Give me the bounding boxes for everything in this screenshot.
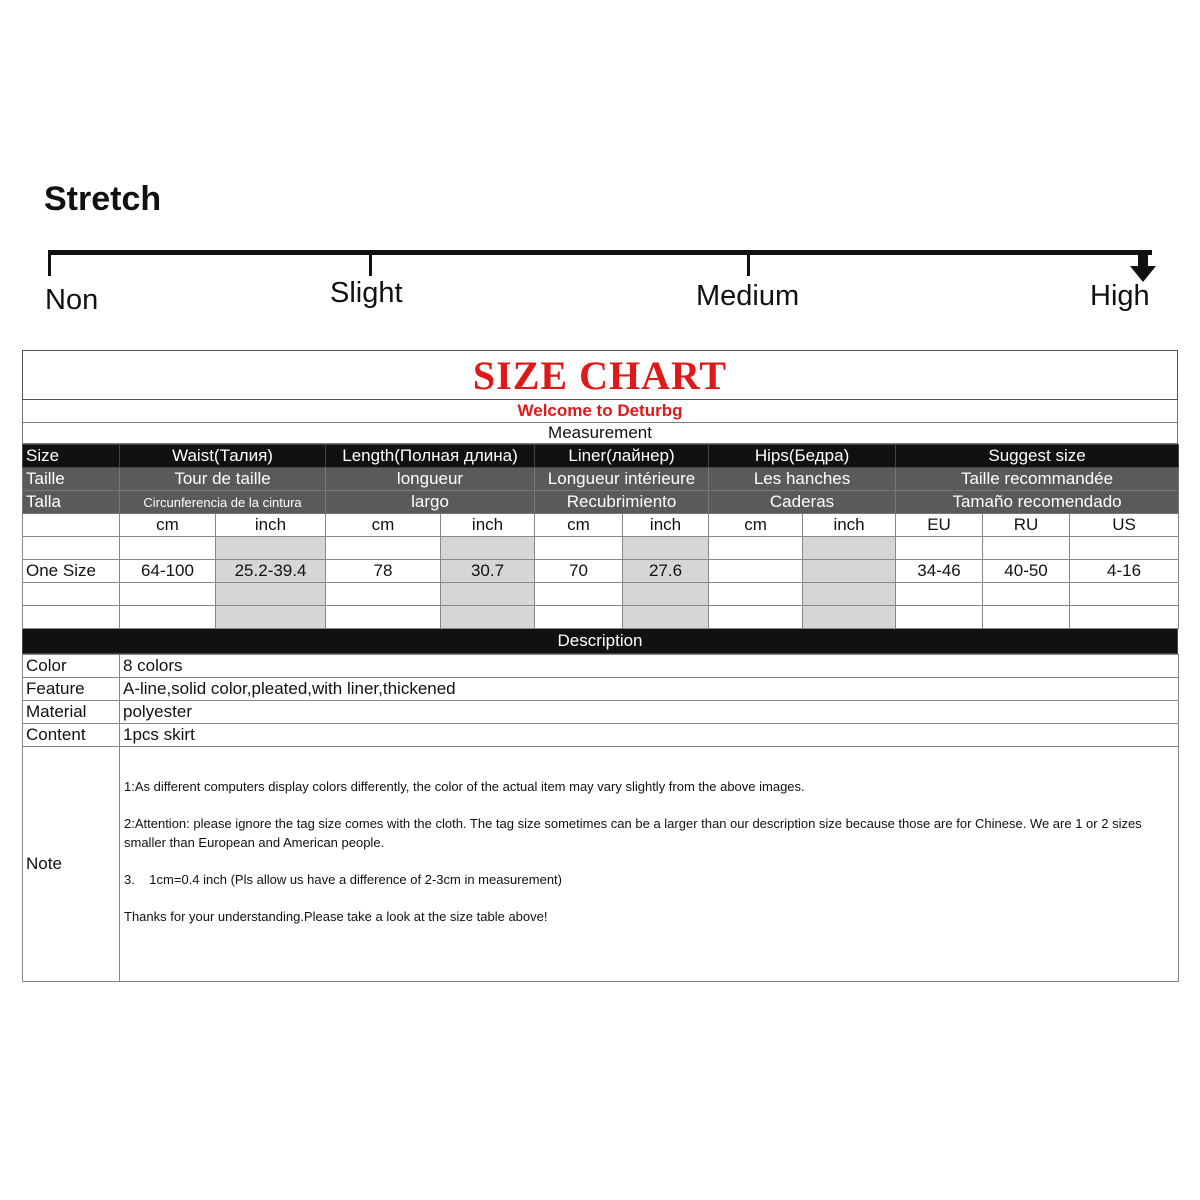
- stretch-label-high: High: [1090, 280, 1150, 312]
- unit-cell: inch: [441, 514, 535, 537]
- liner-cm-cell: 70: [535, 560, 623, 583]
- ru-size-cell: 40-50: [983, 560, 1070, 583]
- stretch-scale-line: [48, 250, 1152, 255]
- size-chart: [22, 350, 1178, 982]
- note-item: Thanks for your understanding.Please take a look at the size table above!: [124, 909, 548, 924]
- stretch-label-medium: Medium: [696, 280, 800, 312]
- unit-cell: inch: [623, 514, 709, 537]
- tick-non: [48, 252, 51, 276]
- unit-cell: EU: [896, 514, 983, 537]
- table-row: [23, 560, 1179, 583]
- length-cm-cell: 78: [326, 560, 441, 583]
- header-length: Length(Полная длина): [326, 445, 535, 468]
- eu-size-cell: 34-46: [896, 560, 983, 583]
- tick-medium: [747, 252, 750, 276]
- color-label: Color: [23, 655, 120, 678]
- note-item: 3. 1cm=0.4 inch (Pls allow us have a difference of 2-3cm in measurement): [124, 872, 562, 887]
- header-row-english: [23, 445, 1179, 468]
- size-chart-title: SIZE CHART: [472, 352, 728, 398]
- stretch-title: Stretch: [44, 180, 162, 218]
- hips-cm-cell: [709, 560, 803, 583]
- measurement-table: [22, 444, 1179, 629]
- unit-cell: US: [1070, 514, 1179, 537]
- header-tamano-recomendado: Tamaño recomendado: [896, 491, 1179, 514]
- header-waist: Waist(Талия): [120, 445, 326, 468]
- description-table: [22, 654, 1179, 982]
- header-taille-recommandee: Taille recommandée: [896, 468, 1179, 491]
- header-talla: Talla: [23, 491, 120, 514]
- waist-inch-cell: 25.2-39.4: [216, 560, 326, 583]
- note-body: [120, 747, 1179, 982]
- units-row: [23, 514, 1179, 537]
- table-row-empty: [23, 537, 1179, 560]
- unit-cell: inch: [803, 514, 896, 537]
- liner-inch-cell: 27.6: [623, 560, 709, 583]
- header-circunferencia: Circunferencia de la cintura: [120, 491, 326, 514]
- size-cell: One Size: [23, 560, 120, 583]
- note-label: Note: [23, 747, 120, 982]
- header-hips: Hips(Бедра): [709, 445, 896, 468]
- stretch-label-slight: Slight: [330, 277, 403, 309]
- unit-cell: cm: [535, 514, 623, 537]
- header-tour-de-taille: Tour de taille: [120, 468, 326, 491]
- measurement-heading: Measurement: [22, 423, 1178, 444]
- header-recubrimiento: Recubrimiento: [535, 491, 709, 514]
- unit-cell: cm: [326, 514, 441, 537]
- material-value: polyester: [120, 701, 1179, 724]
- content-value: 1pcs skirt: [120, 724, 1179, 747]
- header-size: Size: [23, 445, 120, 468]
- unit-cell: cm: [120, 514, 216, 537]
- note-item: 2:Attention: please ignore the tag size comes with the cloth. The tag size sometimes can be a larger than our description size because those are for Chinese. We are 1 or 2 sizes smaller than European and American people.: [124, 816, 1142, 850]
- note-item: 1:As different computers display colors differently, the color of the actual item may vary slightly from the above images.: [124, 779, 805, 794]
- header-caderas: Caderas: [709, 491, 896, 514]
- material-label: Material: [23, 701, 120, 724]
- description-row-material: [23, 701, 1179, 724]
- description-heading: Description: [22, 629, 1178, 654]
- color-value: 8 colors: [120, 655, 1179, 678]
- waist-cm-cell: 64-100: [120, 560, 216, 583]
- stretch-label-non: Non: [45, 284, 99, 316]
- feature-label: Feature: [23, 678, 120, 701]
- description-row-content: [23, 724, 1179, 747]
- unit-cell: cm: [709, 514, 803, 537]
- length-inch-cell: 30.7: [441, 560, 535, 583]
- header-longueur-interieure: Longueur intérieure: [535, 468, 709, 491]
- size-chart-header: [22, 350, 1178, 400]
- hips-inch-cell: [803, 560, 896, 583]
- table-row-empty: [23, 583, 1179, 606]
- content-label: Content: [23, 724, 120, 747]
- header-taille: Taille: [23, 468, 120, 491]
- tick-slight: [369, 252, 372, 276]
- feature-value: A-line,solid color,pleated,with liner,thickened: [120, 678, 1179, 701]
- header-row-spanish: [23, 491, 1179, 514]
- arrow-down-icon: [1130, 252, 1156, 282]
- header-row-french: [23, 468, 1179, 491]
- table-row-empty: [23, 606, 1179, 629]
- description-row-color: [23, 655, 1179, 678]
- unit-cell: inch: [216, 514, 326, 537]
- header-longueur: longueur: [326, 468, 535, 491]
- us-size-cell: 4-16: [1070, 560, 1179, 583]
- description-row-feature: [23, 678, 1179, 701]
- unit-blank: [23, 514, 120, 537]
- unit-cell: RU: [983, 514, 1070, 537]
- header-liner: Liner(лайнер): [535, 445, 709, 468]
- description-row-note: [23, 747, 1179, 982]
- header-largo: largo: [326, 491, 535, 514]
- welcome-text: Welcome to Deturbg: [22, 400, 1178, 423]
- header-les-hanches: Les hanches: [709, 468, 896, 491]
- header-suggest-size: Suggest size: [896, 445, 1179, 468]
